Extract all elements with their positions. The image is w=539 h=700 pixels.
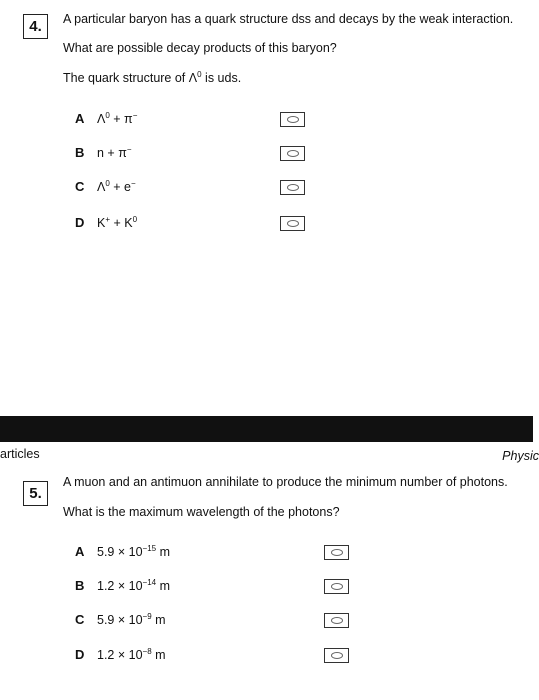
radio-oval-icon xyxy=(287,220,299,227)
q4-option-letter: C xyxy=(75,179,85,194)
q5-option-text: $5.9 \times 10^{-9}$ m xyxy=(97,612,166,627)
page-header-right: Physic xyxy=(502,449,539,463)
q4-option-letter: D xyxy=(75,215,85,230)
question-4-number: 4. xyxy=(23,14,48,39)
page-header-left: articles xyxy=(0,447,40,461)
q4-option-text: $\Lambda^0 + \pi^-$ xyxy=(97,111,138,126)
question-4-stem-line2: What are possible decay products of this baryon? xyxy=(63,41,337,55)
q5-answer-box[interactable] xyxy=(324,648,349,663)
q4-option-letter: B xyxy=(75,145,85,160)
radio-oval-icon xyxy=(287,150,299,157)
radio-oval-icon xyxy=(331,652,343,659)
q5-answer-box[interactable] xyxy=(324,579,349,594)
radio-oval-icon xyxy=(287,116,299,123)
q5-answer-box[interactable] xyxy=(324,613,349,628)
question-4-stem-line3: The quark structure of $\Lambda^0$ is uds. xyxy=(63,70,242,85)
question-5-stem-line1: A muon and an antimuon annihilate to produce the minimum number of photons. xyxy=(63,475,508,489)
q4-option-text: $\Lambda^0 + e^-$ xyxy=(97,179,136,194)
radio-oval-icon xyxy=(331,549,343,556)
q5-option-letter: C xyxy=(75,612,85,627)
q4-option-letter: A xyxy=(75,111,85,126)
q5-option-text: $1.2 \times 10^{-8}$ m xyxy=(97,647,166,662)
q4-answer-box[interactable] xyxy=(280,180,305,195)
q5-option-text: $5.9 \times 10^{-15}$ m xyxy=(97,544,170,559)
q5-option-letter: D xyxy=(75,647,85,662)
question-5-stem-line2: What is the maximum wavelength of the photons? xyxy=(63,505,340,519)
q5-option-letter: B xyxy=(75,578,85,593)
q4-answer-box[interactable] xyxy=(280,216,305,231)
radio-oval-icon xyxy=(287,184,299,191)
q5-option-letter: A xyxy=(75,544,85,559)
page-divider-band xyxy=(0,416,533,442)
q5-option-text: $1.2 \times 10^{-14}$ m xyxy=(97,578,170,593)
q4-answer-box[interactable] xyxy=(280,146,305,161)
q4-answer-box[interactable] xyxy=(280,112,305,127)
q5-answer-box[interactable] xyxy=(324,545,349,560)
radio-oval-icon xyxy=(331,583,343,590)
question-5-number: 5. xyxy=(23,481,48,506)
q4-option-text: n + π− xyxy=(97,145,132,160)
question-4-stem-line1: A particular baryon has a quark structure dss and decays by the weak interaction. xyxy=(63,12,514,26)
radio-oval-icon xyxy=(331,617,343,624)
q4-option-text: $K^+ + K^0$ xyxy=(97,215,138,230)
